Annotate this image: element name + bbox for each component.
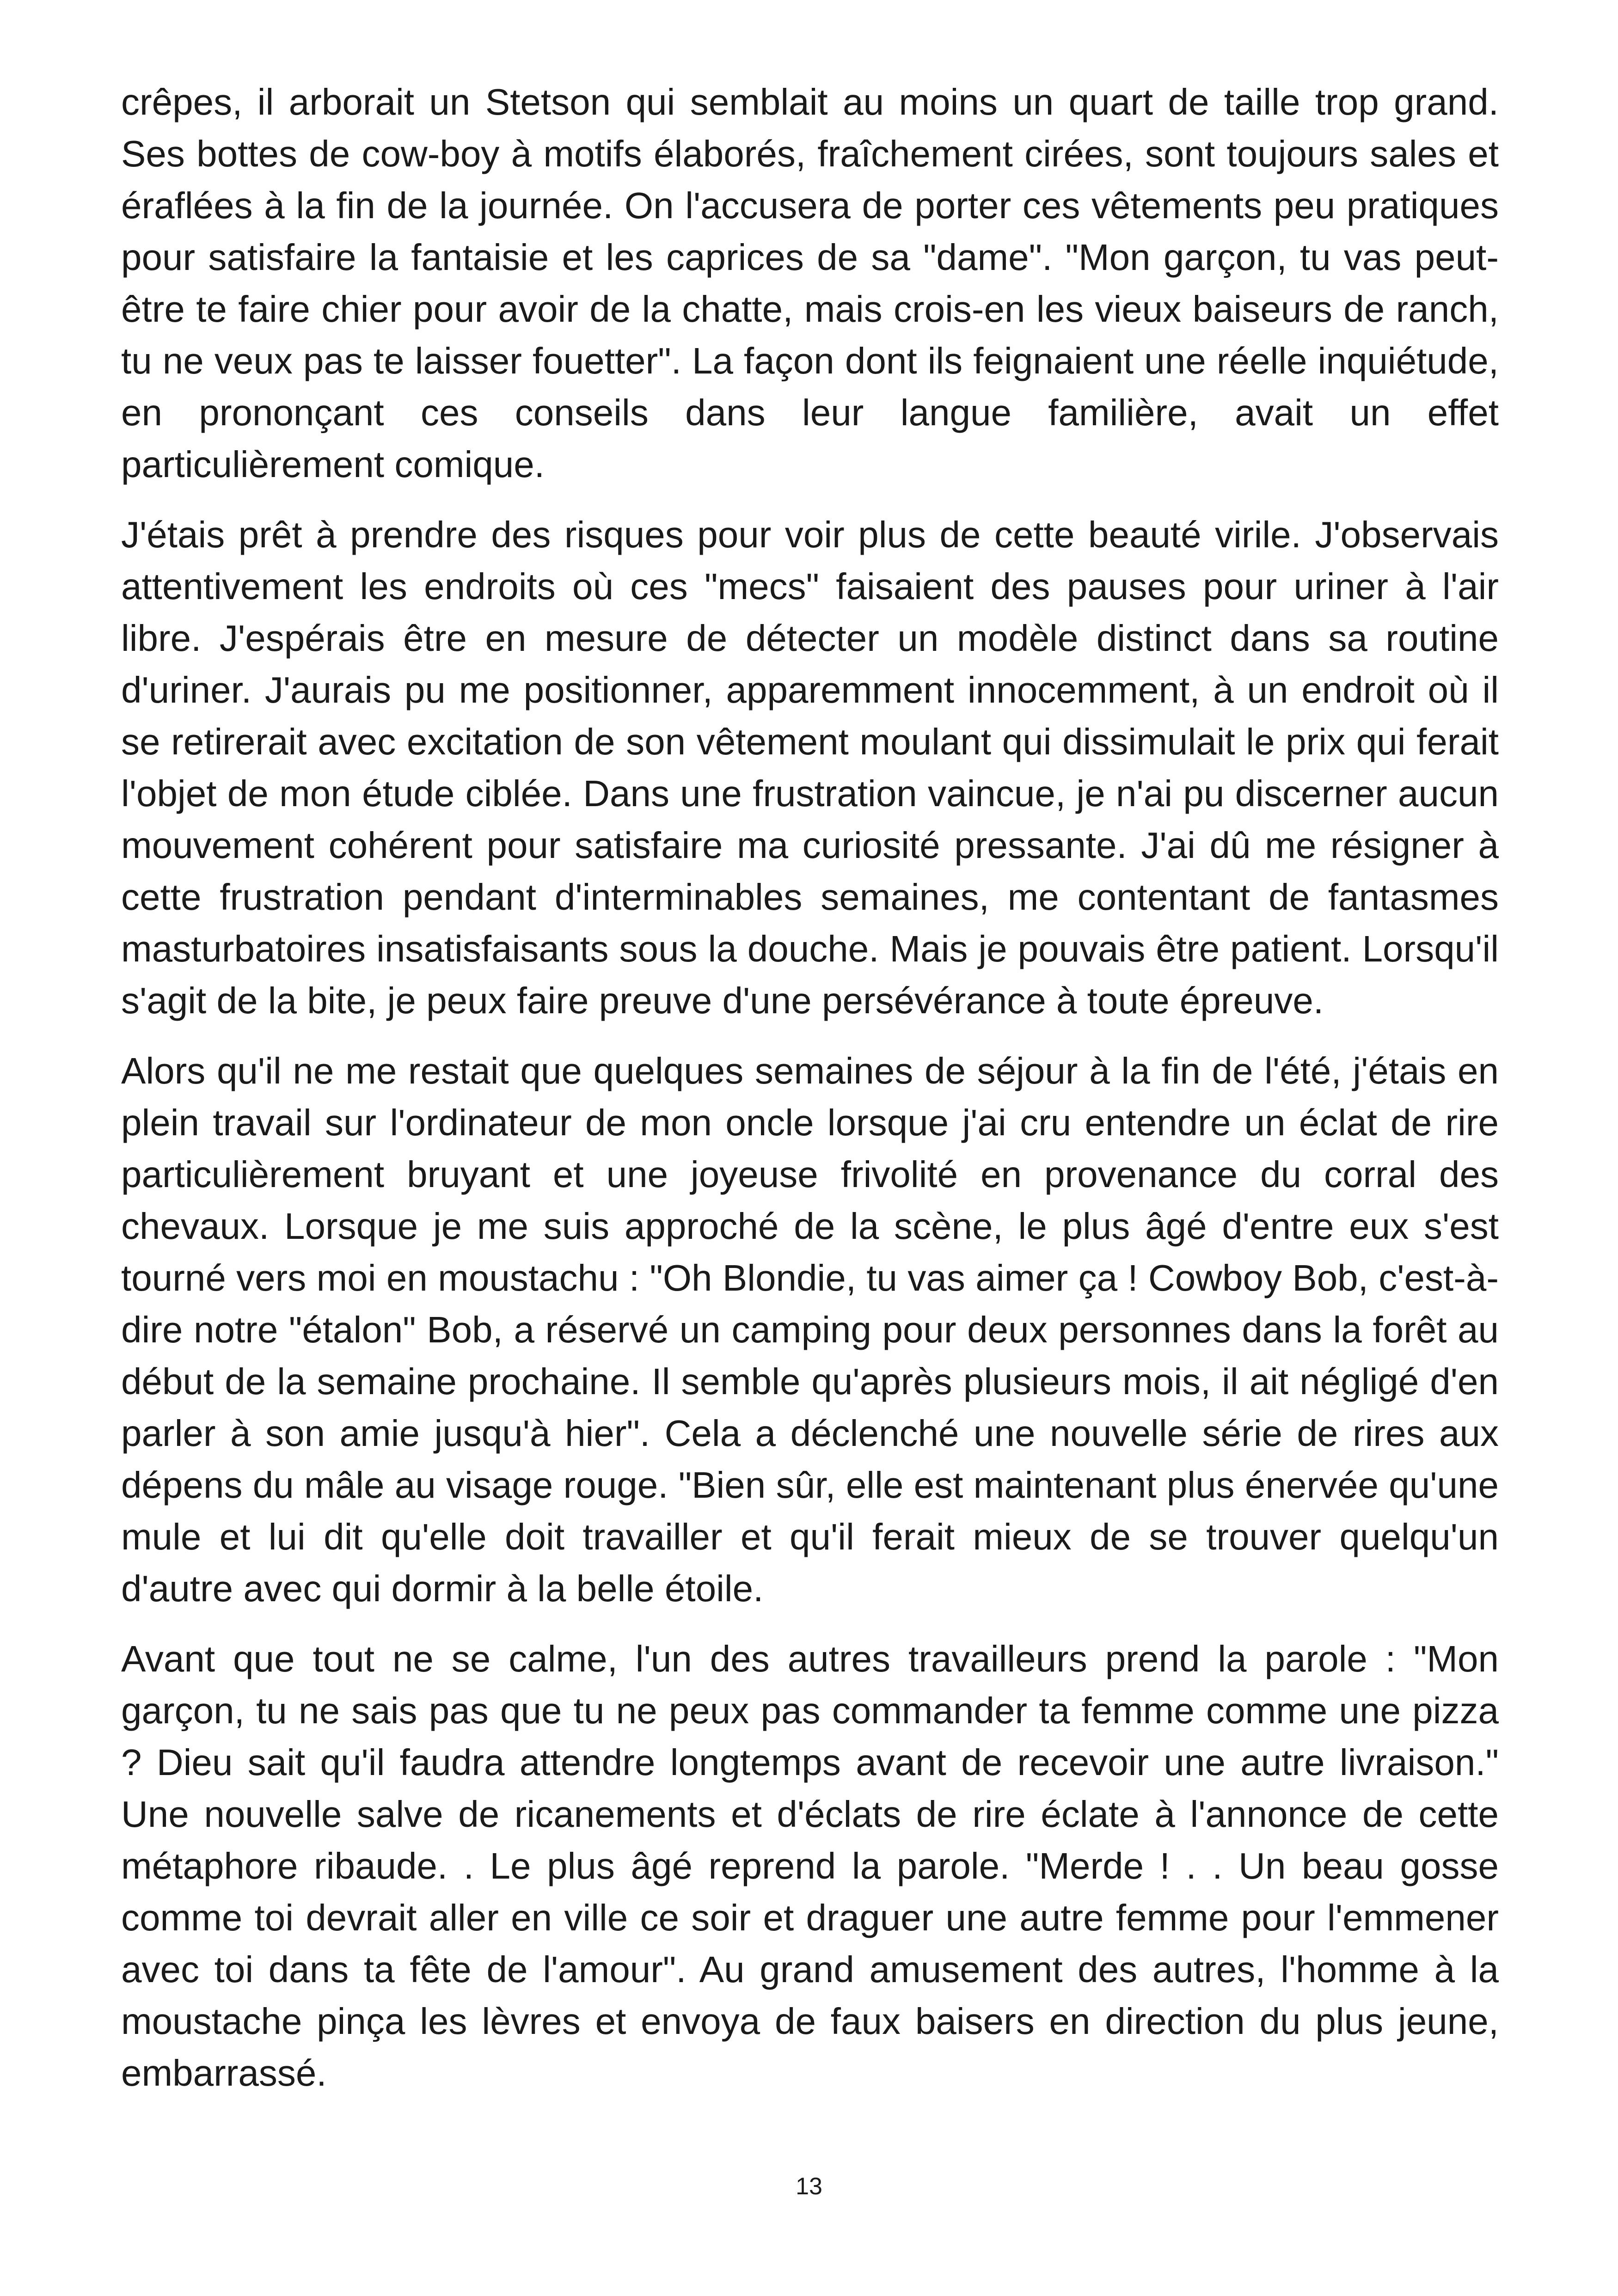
- paragraph-2: J'étais prêt à prendre des risques pour voir plus de cette beauté virile. J'observais attentivement les endroits où ces "mecs" faisaient des pauses pour uriner à l'air libre. J'espérais être en mesure de détecter un modèle distinct dans sa routine d'uriner. J'aurais pu me positionner, apparemment innocemment, à un endroit où il se retirerait avec excitation de son vêtement moulant qui dissimulait le prix qui ferait l'objet de mon étude ciblée. Dans une frustration vaincue, je n'ai pu discerner aucun mouvement cohérent pour satisfaire ma curiosité pressante. J'ai dû me résigner à cette frustration pendant d'interminables semaines, me contentant de fantasmes masturbatoires insatisfaisants sous la douche. Mais je pouvais être patient. Lorsqu'il s'agit de la bite, je peux faire preuve d'une persévérance à toute épreuve.: [121, 514, 1499, 1021]
- paragraph-1: crêpes, il arborait un Stetson qui semblait au moins un quart de taille trop grand. Ses bottes de cow-boy à motifs élaborés, fraîchement cirées, sont toujours sales et éraflées à la fin de la journée. On l'accusera de porter ces vêtements peu pratiques pour satisfaire la fantaisie et les caprices de sa "dame". "Mon garçon, tu vas peut-être te faire chier pour avoir de la chatte, mais crois-en les vieux baiseurs de ranch, tu ne veux pas te laisser fouetter". La façon dont ils feignaient une réelle inquiétude, en prononçant ces conseils dans leur langue familière, avait un effet particulièrement comique.: [121, 81, 1499, 485]
- paragraph-3: Alors qu'il ne me restait que quelques semaines de séjour à la fin de l'été, j'étais en plein travail sur l'ordinateur de mon oncle lorsque j'ai cru entendre un éclat de rire particulièrement bruyant et une joyeuse frivolité en provenance du corral des chevaux. Lorsque je me suis approché de la scène, le plus âgé d'entre eux s'est tourné vers moi en moustachu : "Oh Blondie, tu vas aimer ça ! Cowboy Bob, c'est-à-dire notre "étalon" Bob, a réservé un camping pour deux personnes dans la forêt au début de la semaine prochaine. Il semble qu'après plusieurs mois, il ait négligé d'en parler à son amie jusqu'à hier". Cela a déclenché une nouvelle série de rires aux dépens du mâle au visage rouge. "Bien sûr, elle est maintenant plus énervée qu'une mule et lui dit qu'elle doit travailler et qu'il ferait mieux de se trouver quelqu'un d'autre avec qui dormir à la belle étoile.: [121, 1050, 1499, 1609]
- paragraph-4: Avant que tout ne se calme, l'un des autres travailleurs prend la parole : "Mon garçon, tu ne sais pas que tu ne peux pas commander ta femme comme une pizza ? Dieu sait qu'il faudra attendre longtemps avant de recevoir une autre livraison." Une nouvelle salve de ricanements et d'éclats de rire éclate à l'annonce de cette métaphore ribaude. . Le plus âgé reprend la parole. "Merde ! . . Un beau gosse comme toi devrait aller en ville ce soir et draguer une autre femme pour l'emmener avec toi dans ta fête de l'amour". Au grand amusement des autres, l'homme à la moustache pinça les lèvres et envoya de faux baisers en direction du plus jeune, embarrassé.: [121, 1638, 1499, 2094]
- document-body: [121, 76, 1499, 2118]
- page-number: 13: [796, 2173, 822, 2200]
